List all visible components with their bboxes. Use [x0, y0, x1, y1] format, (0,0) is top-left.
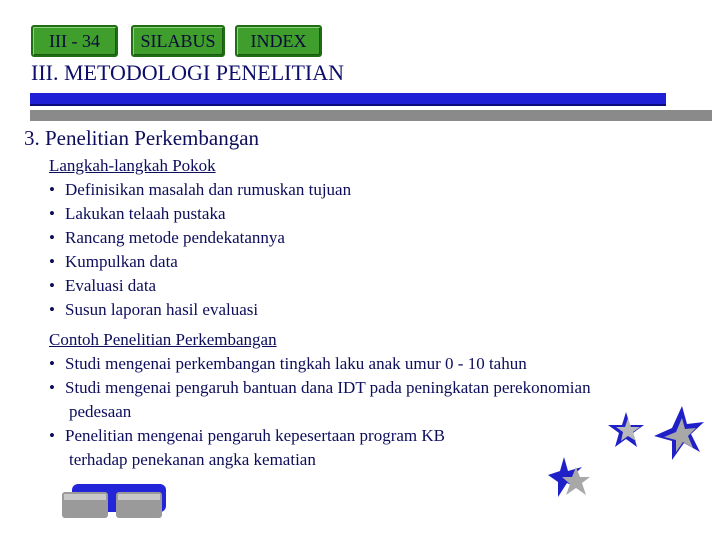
list-item-text: pedesaan — [69, 402, 132, 421]
list-item-continuation — [49, 448, 591, 472]
langkah-list — [49, 178, 351, 322]
list-item-text: Studi mengenai pengaruh bantuan dana IDT pada peningkatan perekonomian — [65, 378, 591, 397]
page-title: III. METODOLOGI PENELITIAN — [31, 60, 345, 85]
bullet-icon: • — [49, 204, 55, 223]
prev-arrow-button[interactable] — [62, 492, 108, 518]
star-icon — [546, 455, 592, 499]
list-item-text: terhadap penekanan angka kematian — [69, 450, 316, 469]
section-title: 3. Penelitian Perkembangan — [24, 126, 260, 150]
list-item — [49, 352, 591, 376]
title-underline-blue — [30, 93, 666, 106]
bullet-icon: • — [49, 300, 55, 319]
list-item — [49, 298, 351, 322]
list-item — [49, 226, 351, 250]
list-item-text: Evaluasi data — [65, 276, 157, 295]
index-button[interactable] — [235, 25, 322, 57]
list-item — [49, 250, 351, 274]
bullet-icon: • — [49, 378, 55, 397]
index-label: INDEX — [250, 30, 307, 51]
list-item-text: Studi mengenai perkembangan tingkah laku anak umur 0 - 10 tahun — [65, 354, 527, 373]
contoh-list — [49, 352, 591, 472]
silabus-label: SILABUS — [140, 30, 216, 51]
bullet-icon: • — [49, 228, 55, 247]
title-underline-gray — [30, 110, 712, 121]
list-item — [49, 376, 591, 400]
list-item — [49, 202, 351, 226]
list-item — [49, 424, 591, 448]
next-arrow-button[interactable] — [116, 492, 162, 518]
page-number-label: III - 34 — [49, 30, 100, 51]
bullet-icon: • — [49, 426, 55, 445]
page-number-button[interactable] — [31, 25, 118, 57]
bullet-icon: • — [49, 354, 55, 373]
list-item — [49, 274, 351, 298]
navigation-pad — [62, 484, 166, 518]
list-item-continuation — [49, 400, 591, 424]
star-icon — [606, 410, 646, 450]
list-item-text: Definisikan masalah dan rumuskan tujuan — [65, 180, 352, 199]
list-item-text: Penelitian mengenai pengaruh kepesertaan program KB — [65, 426, 446, 445]
list-item-text: Rancang metode pendekatannya — [65, 228, 285, 247]
silabus-button[interactable] — [131, 25, 225, 57]
list-item-text: Lakukan telaah pustaka — [65, 204, 226, 223]
star-icon — [652, 404, 706, 464]
list-item-text: Susun laporan hasil evaluasi — [65, 300, 259, 319]
bullet-icon: • — [49, 252, 55, 271]
bullet-icon: • — [49, 180, 55, 199]
list-item-text: Kumpulkan data — [65, 252, 178, 271]
bullet-icon: • — [49, 276, 55, 295]
list-item — [49, 178, 351, 202]
langkah-heading: Langkah-langkah Pokok — [49, 156, 216, 175]
contoh-heading: Contoh Penelitian Perkembangan — [49, 330, 277, 349]
